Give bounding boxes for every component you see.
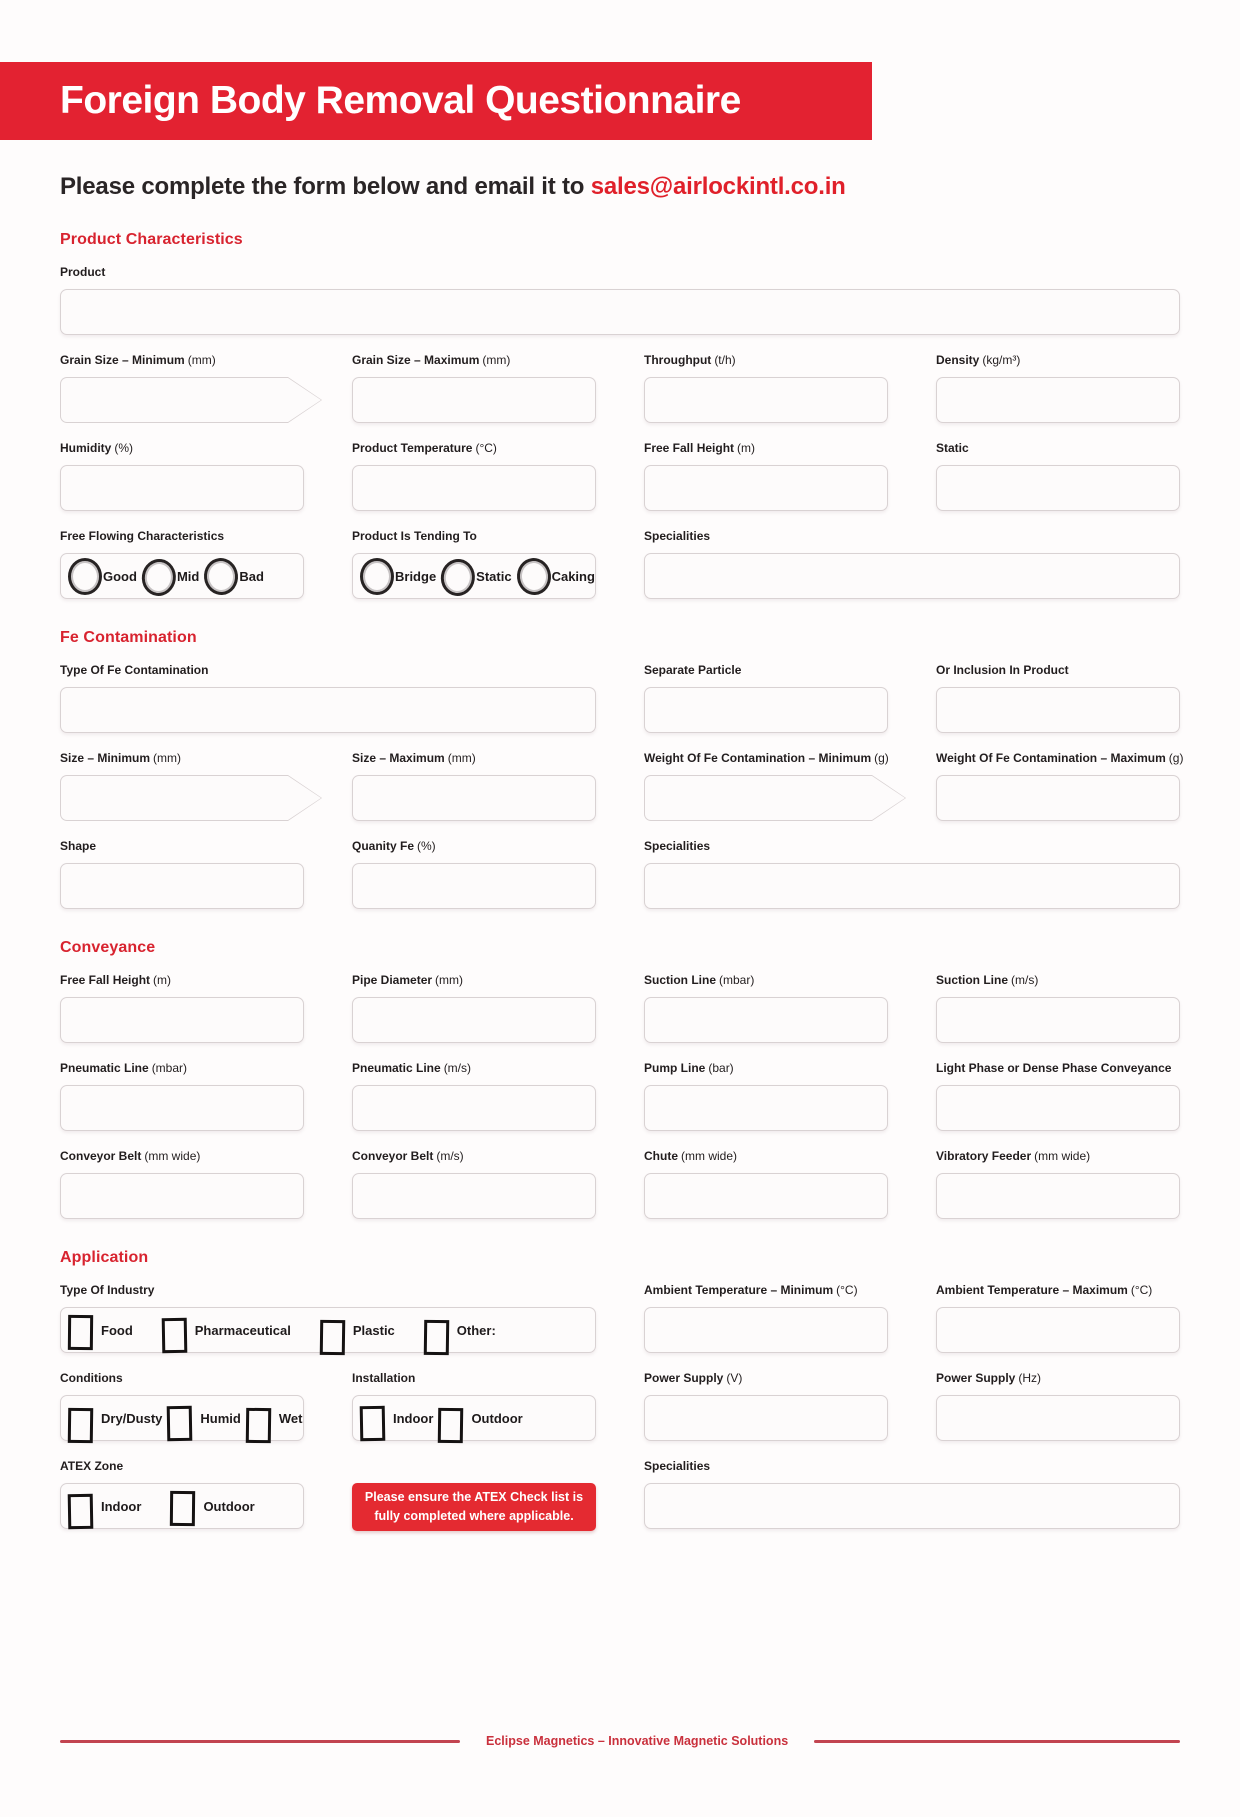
field-label: Product bbox=[60, 265, 106, 279]
field-label: Conveyor Belt bbox=[60, 1149, 142, 1163]
power-supply-v-field: Power Supply (V) bbox=[644, 1371, 888, 1441]
application-specialities-field bbox=[644, 1459, 1180, 1531]
field-label: Static bbox=[936, 441, 969, 455]
quanity-fe-input[interactable] bbox=[352, 863, 596, 909]
checkbox-installation-indoor[interactable] bbox=[360, 1405, 386, 1440]
field-label: Free Fall Height bbox=[644, 441, 735, 455]
atex-zone-field bbox=[60, 1459, 304, 1531]
field-label: Power Supply bbox=[644, 1371, 724, 1385]
product-input[interactable] bbox=[60, 289, 1180, 335]
conditions-checkbox-group bbox=[60, 1395, 304, 1441]
fe-row-3 bbox=[60, 839, 1180, 909]
type-of-fe-contamination-input[interactable] bbox=[60, 687, 596, 733]
radio-good[interactable] bbox=[68, 558, 102, 595]
radio-label: Caking bbox=[551, 568, 595, 584]
conveyance-row-3 bbox=[60, 1149, 1180, 1219]
phase-conveyance-field bbox=[936, 1061, 1180, 1131]
pneumatic-line-ms-input[interactable] bbox=[352, 1085, 596, 1131]
field-label: Weight Of Fe Contamination – Minimum bbox=[644, 751, 872, 765]
intro-line bbox=[60, 173, 1180, 201]
field-label: Installation bbox=[352, 1371, 416, 1385]
product-temperature-field: Product Temperature (°C) bbox=[352, 441, 596, 511]
field-label: Quanity Fe bbox=[352, 839, 415, 853]
fe-weight-minimum-input[interactable] bbox=[644, 775, 906, 821]
fe-row-2 bbox=[60, 751, 1184, 821]
checkbox-food[interactable] bbox=[68, 1314, 93, 1349]
pump-line-input[interactable] bbox=[644, 1085, 888, 1131]
field-label: Weight Of Fe Contamination – Maximum bbox=[936, 751, 1166, 765]
ambient-temperature-minimum-field: Ambient Temperature – Minimum (°C) bbox=[644, 1283, 888, 1353]
application-row-1 bbox=[60, 1283, 1180, 1353]
free-flowing-radio-group bbox=[60, 553, 304, 599]
application-specialities-input[interactable] bbox=[644, 1483, 1180, 1529]
checkbox-plastic[interactable] bbox=[320, 1319, 345, 1354]
conveyance-row-2 bbox=[60, 1061, 1180, 1131]
checkbox-label: Wet bbox=[278, 1410, 303, 1426]
application-row-3 bbox=[60, 1459, 1180, 1531]
field-label: Power Supply bbox=[936, 1371, 1016, 1385]
separate-particle-input[interactable] bbox=[644, 687, 888, 733]
or-inclusion-in-product-field bbox=[936, 663, 1180, 733]
field-label: Specialities bbox=[644, 839, 711, 853]
field-label: Chute bbox=[644, 1149, 678, 1163]
field-label: ATEX Zone bbox=[60, 1459, 124, 1473]
product-temperature-input[interactable] bbox=[352, 465, 596, 511]
field-label: Humidity bbox=[60, 441, 112, 455]
pipe-diameter-field: Pipe Diameter (mm) bbox=[352, 973, 596, 1043]
fe-specialities-input[interactable] bbox=[644, 863, 1180, 909]
conveyor-belt-mm-input[interactable] bbox=[60, 1173, 304, 1219]
humidity-input[interactable] bbox=[60, 465, 304, 511]
field-label: Free Flowing Characteristics bbox=[60, 529, 225, 543]
radio-mid[interactable] bbox=[139, 556, 178, 597]
product-field bbox=[60, 265, 1180, 335]
radio-label: Bad bbox=[239, 568, 264, 584]
checkbox-wet[interactable] bbox=[246, 1407, 271, 1442]
conditions-field bbox=[60, 1371, 304, 1441]
section-heading-product-characteristics: Product Characteristics bbox=[60, 231, 243, 248]
fe-size-minimum-input[interactable] bbox=[60, 775, 322, 821]
checkbox-atex-indoor[interactable] bbox=[68, 1493, 94, 1528]
product-row-1 bbox=[60, 265, 1180, 335]
checkbox-label: Indoor bbox=[393, 1410, 434, 1426]
product-specialities-field bbox=[644, 529, 1180, 599]
suction-line-ms-input[interactable] bbox=[936, 997, 1180, 1043]
installation-field bbox=[352, 1371, 596, 1441]
fe-size-maximum-field: Size – Maximum (mm) bbox=[352, 751, 596, 821]
free-fall-height-field: Free Fall Height (m) bbox=[644, 441, 888, 511]
field-label: Ambient Temperature – Minimum bbox=[644, 1283, 834, 1297]
field-label: Specialities bbox=[644, 529, 711, 543]
grain-size-minimum-input[interactable] bbox=[60, 377, 322, 423]
free-flowing-characteristics-field bbox=[60, 529, 304, 599]
atex-note-line2: fully completed where applicable. bbox=[374, 1509, 574, 1523]
field-label: Pump Line bbox=[644, 1061, 706, 1075]
field-label: Grain Size – Maximum bbox=[352, 353, 480, 367]
chute-field: Chute (mm wide) bbox=[644, 1149, 888, 1219]
quanity-fe-field: Quanity Fe (%) bbox=[352, 839, 596, 909]
footer-text: Eclipse Magnetics – Innovative Magnetic Solutions bbox=[486, 1734, 789, 1748]
field-label: Ambient Temperature – Maximum bbox=[936, 1283, 1128, 1297]
field-label: Conveyor Belt bbox=[352, 1149, 434, 1163]
pneumatic-line-mbar-field: Pneumatic Line (mbar) bbox=[60, 1061, 304, 1131]
field-label: Grain Size – Minimum bbox=[60, 353, 185, 367]
radio-label: Static bbox=[476, 568, 512, 584]
grain-size-minimum-field: Grain Size – Minimum (mm) bbox=[60, 353, 304, 423]
vibratory-feeder-field: Vibratory Feeder (mm wide) bbox=[936, 1149, 1180, 1219]
field-label: Type Of Industry bbox=[60, 1283, 155, 1297]
checkbox-label: Food bbox=[101, 1322, 133, 1338]
checkbox-label: Plastic bbox=[352, 1322, 395, 1338]
static-input[interactable] bbox=[936, 465, 1180, 511]
suction-line-ms-field: Suction Line (m/s) bbox=[936, 973, 1180, 1043]
field-label: Size – Maximum bbox=[352, 751, 445, 765]
checkbox-label: Pharmaceutical bbox=[194, 1322, 291, 1338]
radio-caking[interactable] bbox=[515, 556, 553, 596]
power-supply-hz-field: Power Supply (Hz) bbox=[936, 1371, 1180, 1441]
grain-size-maximum-input[interactable] bbox=[352, 377, 596, 423]
field-label: Free Fall Height bbox=[60, 973, 151, 987]
product-is-tending-to-field bbox=[352, 529, 596, 599]
field-label: Pneumatic Line bbox=[60, 1061, 149, 1075]
field-label: Suction Line bbox=[936, 973, 1008, 987]
static-field bbox=[936, 441, 1180, 511]
section-heading-conveyance: Conveyance bbox=[60, 939, 156, 956]
vibratory-feeder-input[interactable] bbox=[936, 1173, 1180, 1219]
field-label: Conditions bbox=[60, 1371, 123, 1385]
ambient-temperature-maximum-field: Ambient Temperature – Maximum (°C) bbox=[936, 1283, 1180, 1353]
fe-weight-maximum-field: Weight Of Fe Contamination – Maximum (g) bbox=[936, 751, 1180, 821]
type-of-fe-contamination-field bbox=[60, 663, 596, 733]
throughput-field: Throughput (t/h) bbox=[644, 353, 888, 423]
field-label: Size – Minimum bbox=[60, 751, 151, 765]
chute-input[interactable] bbox=[644, 1173, 888, 1219]
or-inclusion-in-product-input[interactable] bbox=[936, 687, 1180, 733]
section-heading-fe-contamination: Fe Contamination bbox=[60, 629, 197, 646]
radio-label: Bridge bbox=[395, 568, 437, 584]
fe-weight-minimum-field: Weight Of Fe Contamination – Minimum (g) bbox=[644, 751, 888, 821]
radio-label: Mid bbox=[176, 568, 200, 584]
checkbox-label: Other: bbox=[456, 1322, 496, 1338]
humidity-field: Humidity (%) bbox=[60, 441, 304, 511]
product-row-4 bbox=[60, 529, 1180, 599]
field-label: Light Phase or Dense Phase Conveyance bbox=[936, 1061, 1172, 1075]
field-label: Separate Particle bbox=[644, 663, 742, 677]
field-label: Suction Line bbox=[644, 973, 716, 987]
checkbox-humid[interactable] bbox=[167, 1405, 193, 1440]
industry-checkbox-group bbox=[60, 1307, 596, 1353]
density-input[interactable] bbox=[936, 377, 1180, 423]
conveyor-belt-ms-input[interactable] bbox=[352, 1173, 596, 1219]
field-label: Specialities bbox=[644, 1459, 711, 1473]
conveyance-free-fall-height-field: Free Fall Height (m) bbox=[60, 973, 304, 1043]
radio-label: Good bbox=[103, 568, 137, 584]
conveyor-belt-ms-field: Conveyor Belt (m/s) bbox=[352, 1149, 596, 1219]
free-fall-height-input[interactable] bbox=[644, 465, 888, 511]
field-label: Density bbox=[936, 353, 980, 367]
field-label: Type Of Fe Contamination bbox=[60, 663, 209, 677]
fe-weight-maximum-input[interactable] bbox=[936, 775, 1180, 821]
atex-checkbox-group bbox=[60, 1483, 304, 1529]
product-row-2 bbox=[60, 353, 1180, 423]
application-row-2 bbox=[60, 1371, 1180, 1441]
conveyor-belt-mm-field: Conveyor Belt (mm wide) bbox=[60, 1149, 304, 1219]
phase-conveyance-input[interactable] bbox=[936, 1085, 1180, 1131]
field-label: Or Inclusion In Product bbox=[936, 663, 1069, 677]
ambient-temperature-minimum-input[interactable] bbox=[644, 1307, 888, 1353]
email-link[interactable]: sales@airlockintl.co.in bbox=[590, 173, 846, 200]
suction-line-mbar-input[interactable] bbox=[644, 997, 888, 1043]
atex-note-line1: Please ensure the ATEX Check list is bbox=[364, 1489, 584, 1504]
field-label: Pipe Diameter bbox=[352, 973, 433, 987]
product-row-3 bbox=[60, 441, 1180, 511]
checkbox-label: Dry/Dusty bbox=[101, 1410, 163, 1426]
fe-specialities-field bbox=[644, 839, 1180, 909]
power-supply-v-input[interactable] bbox=[644, 1395, 888, 1441]
footer bbox=[60, 1734, 1180, 1748]
tending-to-radio-group bbox=[352, 553, 596, 599]
field-label: Product Is Tending To bbox=[352, 529, 477, 543]
suction-line-mbar-field: Suction Line (mbar) bbox=[644, 973, 888, 1043]
field-label: Vibratory Feeder bbox=[936, 1149, 1032, 1163]
checkbox-atex-outdoor[interactable] bbox=[170, 1490, 195, 1525]
pneumatic-line-ms-field: Pneumatic Line (m/s) bbox=[352, 1061, 596, 1131]
fe-size-maximum-input[interactable] bbox=[352, 775, 596, 821]
form-content bbox=[60, 173, 1184, 1531]
checkbox-dry-dusty[interactable] bbox=[68, 1407, 93, 1442]
checkbox-label: Humid bbox=[200, 1410, 241, 1426]
product-specialities-input[interactable] bbox=[644, 553, 1180, 599]
checkbox-pharmaceutical[interactable] bbox=[161, 1317, 187, 1352]
field-label: Shape bbox=[60, 839, 97, 853]
atex-note bbox=[352, 1483, 596, 1531]
checkbox-label: Indoor bbox=[101, 1498, 142, 1514]
pipe-diameter-input[interactable] bbox=[352, 997, 596, 1043]
throughput-input[interactable] bbox=[644, 377, 888, 423]
field-label: Product Temperature bbox=[352, 441, 473, 455]
pneumatic-line-mbar-input[interactable] bbox=[60, 1085, 304, 1131]
pump-line-field: Pump Line (bar) bbox=[644, 1061, 888, 1131]
radio-bad[interactable] bbox=[202, 556, 240, 596]
checkbox-label: Outdoor bbox=[203, 1498, 255, 1514]
footer-rule-left bbox=[60, 1740, 460, 1743]
checkbox-installation-outdoor[interactable] bbox=[438, 1407, 463, 1442]
checkbox-label: Outdoor bbox=[471, 1410, 523, 1426]
intro-text: Please complete the form below and email it to bbox=[60, 173, 585, 200]
conveyance-row-1 bbox=[60, 973, 1180, 1043]
shape-input[interactable] bbox=[60, 863, 304, 909]
checkbox-other[interactable] bbox=[424, 1319, 449, 1354]
field-label: Pneumatic Line bbox=[352, 1061, 441, 1075]
shape-field bbox=[60, 839, 304, 909]
atex-note-field bbox=[352, 1459, 596, 1531]
power-supply-hz-input[interactable] bbox=[936, 1395, 1180, 1441]
density-field: Density (kg/m³) bbox=[936, 353, 1180, 423]
title-banner bbox=[0, 62, 872, 140]
grain-size-maximum-field: Grain Size – Maximum (mm) bbox=[352, 353, 596, 423]
footer-rule-right bbox=[814, 1740, 1180, 1743]
radio-static[interactable] bbox=[439, 556, 478, 597]
installation-checkbox-group bbox=[352, 1395, 596, 1441]
page-title: Foreign Body Removal Questionnaire bbox=[60, 79, 741, 122]
section-heading-application: Application bbox=[60, 1249, 149, 1266]
conveyance-free-fall-height-input[interactable] bbox=[60, 997, 304, 1043]
field-label: Throughput bbox=[644, 353, 712, 367]
type-of-industry-field bbox=[60, 1283, 596, 1353]
fe-row-1 bbox=[60, 663, 1180, 733]
radio-bridge[interactable] bbox=[360, 558, 394, 595]
fe-size-minimum-field: Size – Minimum (mm) bbox=[60, 751, 304, 821]
ambient-temperature-maximum-input[interactable] bbox=[936, 1307, 1180, 1353]
separate-particle-field bbox=[644, 663, 888, 733]
